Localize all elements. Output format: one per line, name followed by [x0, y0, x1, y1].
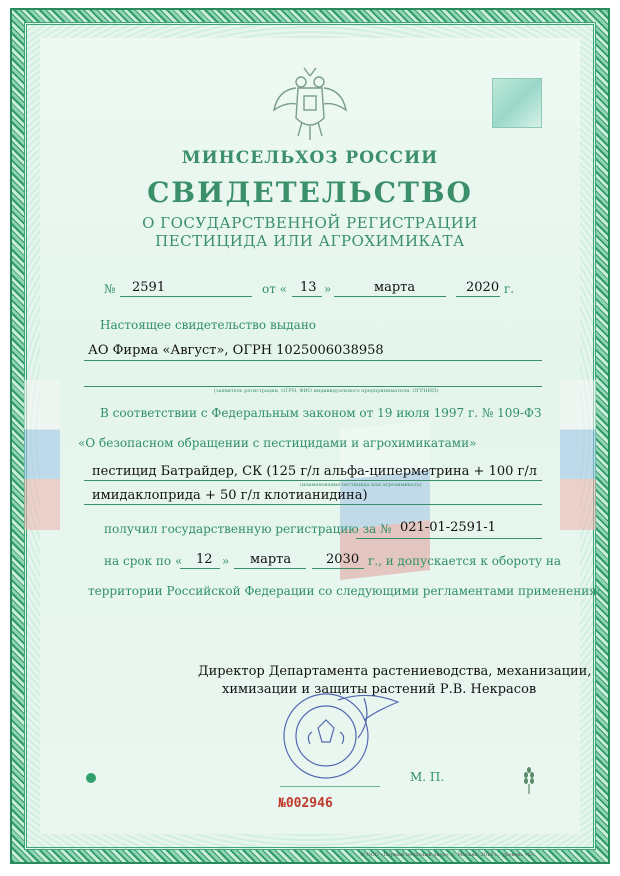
issue-day: 13 — [300, 280, 317, 295]
day-close-quote: » — [324, 282, 332, 296]
double-headed-eagle-icon — [268, 62, 352, 146]
flag-ribbon-right — [560, 380, 596, 530]
issued-caption: (заявитель регистрации, ОГРН, ФИО индивидуального предпринимателя, ОГРНИП) — [214, 388, 439, 394]
hologram-sticker — [492, 78, 542, 128]
law-line1: В соответствии с Федеральным законом от 19 июля 1997 г. № 109-ФЗ — [100, 406, 542, 420]
product-caption: (наименование пестицида или агрохимиката) — [300, 482, 422, 488]
product-underline-1 — [84, 480, 542, 481]
number-underline — [120, 296, 252, 297]
issued-label: Настоящее свидетельство выдано — [100, 318, 317, 332]
green-dot-marker — [86, 773, 96, 783]
ministry-title: МИНСЕЛЬХОЗ РОССИИ — [181, 148, 439, 168]
flag-ribbon-left — [24, 380, 60, 530]
serial-number: №002946 — [278, 796, 333, 811]
term-label: на срок по « — [104, 554, 183, 568]
day-underline — [292, 296, 322, 297]
term-day: 12 — [196, 552, 213, 567]
issue-year: 2020 — [466, 280, 500, 295]
year-underline — [456, 296, 500, 297]
term-year-underline — [312, 568, 364, 569]
term-month: марта — [250, 552, 292, 567]
term-day-underline — [180, 568, 220, 569]
product-line2: имидаклоприда + 50 г/л клотианидина) — [92, 488, 368, 503]
issued-underline — [84, 360, 542, 361]
term-month-underline — [234, 568, 306, 569]
issued-underline-2 — [84, 386, 542, 387]
term-year: 2030 — [326, 552, 360, 567]
printer-note: © ООО «Первый печатный двор», г. Москва, 2018 г., уровень «Б» — [360, 852, 535, 858]
signatory-line2: химизации и защиты растений Р.В. Некрасов — [222, 682, 537, 697]
number-label: № — [104, 282, 116, 296]
official-seal-stamp — [268, 680, 408, 780]
wheat-ear-icon — [522, 766, 536, 794]
signature-underline — [280, 786, 380, 787]
registration-underline — [356, 538, 542, 539]
registration-number: 021-01-2591-1 — [400, 520, 496, 535]
certificate-title: СВИДЕТЕЛЬСТВО — [147, 176, 473, 209]
certificate-number: 2591 — [132, 280, 166, 295]
year-suffix: г. — [504, 282, 515, 296]
date-from-label: от « — [262, 282, 288, 296]
signatory-line1: Директор Департамента растениеводства, механизации, — [198, 664, 592, 679]
certificate-subtitle-line1: О ГОСУДАРСТВЕННОЙ РЕГИСТРАЦИИ — [142, 214, 478, 232]
issue-month: марта — [374, 280, 416, 295]
certificate-subtitle-line2: ПЕСТИЦИДА ИЛИ АГРОХИМИКАТА — [155, 232, 465, 250]
month-underline — [334, 296, 446, 297]
term-close-quote: » — [222, 554, 230, 568]
registration-label: получил государственную регистрацию за № — [104, 522, 392, 536]
issued-to-value: АО Фирма «Август», ОГРН 1025006038958 — [88, 343, 384, 358]
seal-place-label: М. П. — [410, 770, 445, 784]
term-line2: территории Российской Федерации со следующими регламентами применения: — [88, 584, 601, 598]
law-line2: «О безопасном обращении с пестицидами и агрохимикатами» — [78, 436, 477, 450]
term-suffix: г., и допускается к обороту на — [368, 554, 561, 568]
product-line1: пестицид Батрайдер, СК (125 г/л альфа-циперметрина + 100 г/л — [92, 464, 537, 479]
product-underline-2 — [84, 504, 542, 505]
